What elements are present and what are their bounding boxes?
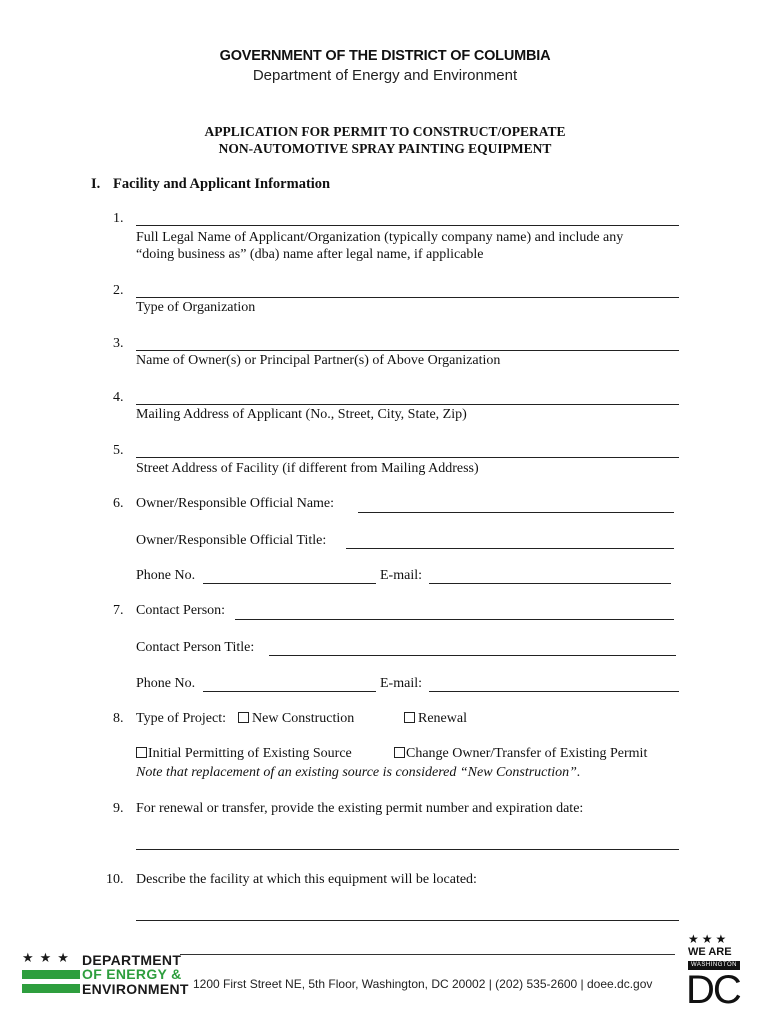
- official-title-field[interactable]: [346, 548, 674, 549]
- checkbox-new-construction[interactable]: [238, 712, 249, 723]
- item7-number: 7.: [113, 603, 124, 618]
- checkbox-renewal[interactable]: [404, 712, 415, 723]
- official-name-field[interactable]: [358, 512, 674, 513]
- option-new-construction[interactable]: [238, 711, 354, 727]
- doee-logo-line3: ENVIRONMENT: [82, 981, 189, 997]
- option-renewal[interactable]: [404, 711, 467, 727]
- department-header: Department of Energy and Environment: [252, 67, 518, 84]
- item10-text: Describe the facility at which this equipment will be located:: [136, 872, 477, 887]
- official-phone-field[interactable]: [203, 583, 376, 584]
- doee-logo-bar-bottom: [22, 984, 80, 993]
- facility-description-field[interactable]: [136, 920, 679, 921]
- item1-number: 1.: [113, 211, 124, 226]
- item5-number: 5.: [113, 443, 124, 458]
- option-initial-permitting[interactable]: [136, 746, 352, 762]
- item4-caption: Mailing Address of Applicant (No., Street, City, State, Zip): [136, 407, 467, 422]
- initial-permitting-label: Initial Permitting of Existing Source: [148, 746, 352, 761]
- item1-caption-line1: Full Legal Name of Applicant/Organization (typically company name) and include any: [136, 230, 624, 245]
- contact-title-label: Contact Person Title:: [136, 640, 255, 655]
- contact-title-field[interactable]: [269, 655, 676, 656]
- contact-email-label: E-mail:: [380, 676, 422, 691]
- option-change-owner[interactable]: [394, 746, 647, 762]
- permit-number-field[interactable]: [136, 849, 679, 850]
- contact-phone-field[interactable]: [203, 691, 376, 692]
- item4-number: 4.: [113, 390, 124, 405]
- contact-email-field[interactable]: [429, 691, 679, 692]
- mailing-address-field[interactable]: [136, 404, 679, 405]
- checkbox-initial-permitting[interactable]: [136, 747, 147, 758]
- owner-name-field[interactable]: [136, 350, 679, 351]
- section-title: Facility and Applicant Information: [113, 176, 331, 192]
- official-title-label: Owner/Responsible Official Title:: [136, 533, 327, 548]
- doee-logo-line2-text: OF ENERGY &: [82, 966, 182, 982]
- item9-text: For renewal or transfer, provide the existing permit number and expiration date:: [136, 801, 584, 816]
- doee-logo-line2: [82, 967, 182, 981]
- item3-number: 3.: [113, 336, 124, 351]
- item9-number: 9.: [113, 801, 124, 816]
- section-number: I.: [91, 176, 101, 192]
- dc-logo-stars-icon: ★★★: [688, 932, 730, 946]
- dc-logo-we-are: WE ARE: [688, 946, 732, 958]
- government-header: GOVERNMENT OF THE DISTRICT OF COLUMBIA: [219, 48, 551, 64]
- item2-caption: Type of Organization: [136, 300, 256, 315]
- item8-number: 8.: [113, 711, 124, 726]
- item2-number: 2.: [113, 283, 124, 298]
- official-email-field[interactable]: [429, 583, 671, 584]
- contact-person-label: Contact Person:: [136, 603, 226, 618]
- footer-divider: [180, 954, 675, 955]
- form-title-line1: APPLICATION FOR PERMIT TO CONSTRUCT/OPERATE: [204, 124, 566, 139]
- dc-logo-dc: DC: [686, 968, 740, 1012]
- contact-phone-label: Phone No.: [136, 676, 196, 691]
- item10-number: 10.: [106, 872, 124, 887]
- doee-logo-bar-top: [22, 970, 80, 979]
- footer-address: 1200 First Street NE, 5th Floor, Washington, DC 20002 | (202) 535-2600 | doee.dc.gov: [193, 977, 653, 991]
- official-email-label: E-mail:: [380, 568, 422, 583]
- official-name-label: Owner/Responsible Official Name:: [136, 496, 335, 511]
- item6-number: 6.: [113, 496, 124, 511]
- change-owner-label: Change Owner/Transfer of Existing Permit: [406, 746, 648, 761]
- doee-logo-stars-icon: ★★★: [22, 950, 75, 965]
- item3-caption: Name of Owner(s) or Principal Partner(s) of Above Organization: [136, 353, 501, 368]
- item1-caption-line2: “doing business as” (dba) name after legal name, if applicable: [136, 247, 484, 262]
- new-construction-label: New Construction: [252, 711, 355, 726]
- project-type-note: Note that replacement of an existing source is considered “New Construction”.: [136, 765, 581, 780]
- doee-logo-line1: DEPARTMENT: [82, 952, 182, 968]
- form-title-line2: NON-AUTOMOTIVE SPRAY PAINTING EQUIPMENT: [218, 141, 552, 156]
- item5-caption: Street Address of Facility (if different from Mailing Address): [136, 461, 479, 476]
- street-address-field[interactable]: [136, 457, 679, 458]
- project-type-label: Type of Project:: [136, 711, 226, 726]
- applicant-name-field[interactable]: [136, 225, 679, 226]
- dc-logo-washington: WASHINGTON: [688, 961, 740, 970]
- checkbox-change-owner[interactable]: [394, 747, 405, 758]
- renewal-label: Renewal: [418, 711, 467, 726]
- organization-type-field[interactable]: [136, 297, 679, 298]
- official-phone-label: Phone No.: [136, 568, 196, 583]
- contact-person-field[interactable]: [235, 619, 674, 620]
- section-heading: [91, 176, 330, 193]
